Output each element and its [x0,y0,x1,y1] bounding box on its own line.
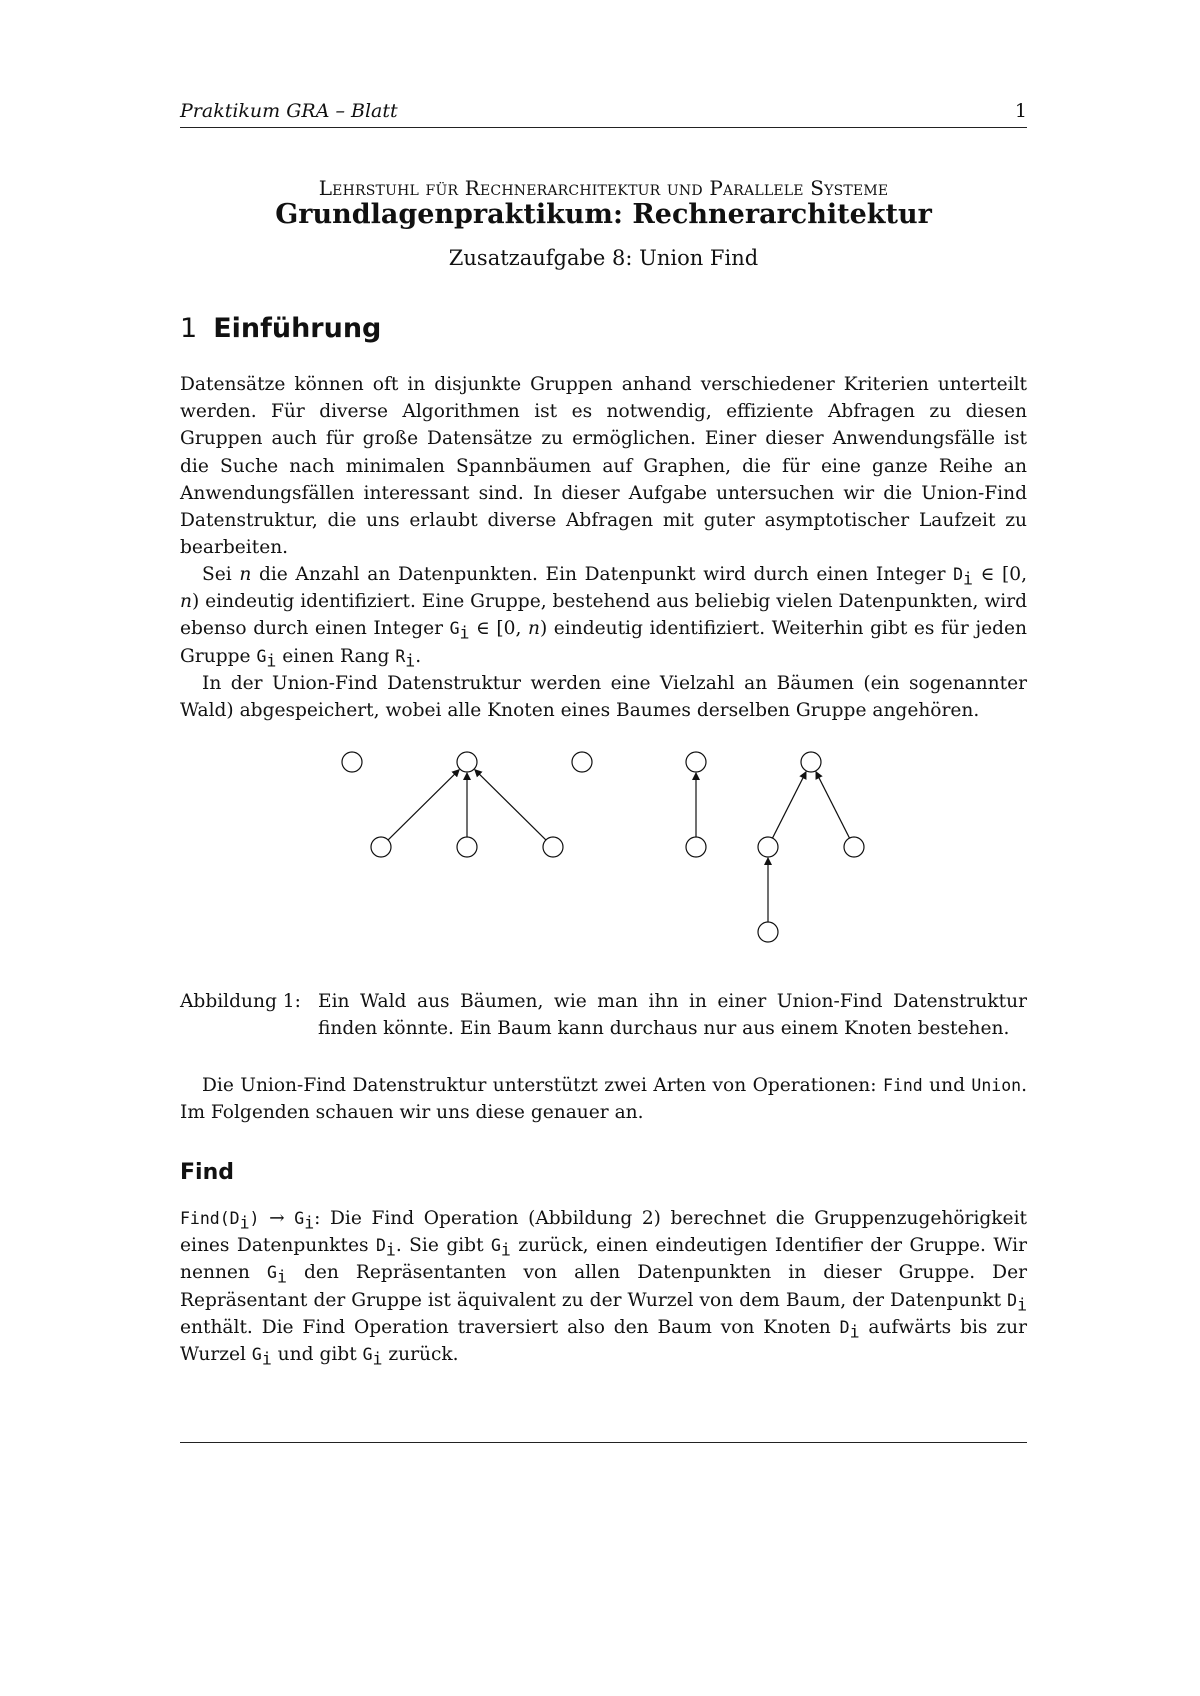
tree-edge [816,772,850,838]
definition-paragraph: Sei n die Anzahl an Datenpunkten. Ein Datenpunkt wird durch einen Integer $D_i$ ∈ [0, n) eindeutig identifiziert. Eine Gruppe, bestehend aus beliebig vielen Datenpunkten, wird ebenso durch einen Integer $G_i$ ∈ [0, n) eindeutig identifiziert. Weiterhin gibt es für jeden Gruppe $G_i$ einen Rang $R_i$. [180,564,1027,671]
tree-node [342,752,362,772]
tree-node [758,922,778,942]
tree-node [457,752,477,772]
find-paragraph: $Find(D_i) \to G_i$: Die Find Operation (Abbildung 2) berechnet die Gruppenzugehörigkeit eines Datenpunktes $D_i$. Sie gibt $G_i$ zurück, einen eindeutigen Identifier der Gruppe. Wir nennen $G_i$ den Repräsentanten von allen Datenpunkten in dieser Gruppe. Der Repräsentant der Gruppe ist äquivalent zu der Wurzel von dem Baum, der Datenpunkt $D_i$ enthält. Die Find Operation traversiert also den Baum von Knoten $D_i$ aufwärts bis zur Wurzel $G_i$ und gibt $G_i$ zurück. [180,1208,1027,1369]
chair-name: Lehrstuhl für Rechnerarchitektur und Parallele Systeme [318,176,889,200]
tree-node [686,837,706,857]
forest-paragraph: In der Union-Find Datenstruktur werden eine Vielzahl an Bäumen (ein sogenannter Wald) abgespeichert, wobei alle Knoten eines Baumes derselben Gruppe angehören. [180,673,1027,722]
tree-edge [475,770,546,840]
union-find-forest-figure [330,740,890,950]
tree-edge [773,772,807,838]
operations-paragraph: Die Union-Find Datenstruktur unterstützt zwei Arten von Operationen: Find und Union. Im Folgenden schauen wir uns diese genauer an. [180,1075,1027,1124]
intro-paragraph: Datensätze können oft in disjunkte Gruppen anhand verschiedener Kriterien unterteilt werden. Für diverse Algorithmen ist es notwendig, effiziente Abfragen zu diesen Gruppen auch für große Datensätze zu ermöglichen. Einer dieser Anwendungsfälle ist die Suche nach minimalen Spannbäumen auf Graphen, die für eine ganze Reihe an Anwendungsfällen interessant sind. In dieser Aufgabe untersuchen wir die Union-Find Datenstruktur, die uns erlaubt diverse Abfragen mit guter asymptotischer Laufzeit zu bearbeiten. [180,374,1027,559]
tree-node [801,752,821,772]
tree-node [844,837,864,857]
subsection-heading-find: Find [180,1160,234,1185]
running-title: Praktikum GRA – Blatt [180,100,398,122]
tree-node [758,837,778,857]
tree-node [457,837,477,857]
subtitle: Zusatzaufgabe 8: Union Find [448,246,759,270]
tree-node [371,837,391,857]
section-heading-introduction [180,313,381,344]
section-title: Einführung [213,313,382,344]
header-rule [180,127,1027,128]
tree-node [572,752,592,772]
main-title: Grundlagenpraktikum: Rechnerarchitektur [275,199,932,230]
caption-text: Ein Wald aus Bäumen, wie man ihn in einer Union-Find Datenstruktur finden könnte. Ein Baum kann durchaus nur aus einem Knoten bestehen. [318,991,1027,1040]
tree-node [686,752,706,772]
page-number: 1 [1014,100,1027,122]
running-header [180,100,1027,122]
tree-edge [388,770,459,840]
caption-label: Abbildung 1: [180,991,301,1012]
footer-rule [180,1442,1027,1443]
tree-node [543,837,563,857]
section-number: 1 [180,313,198,344]
figure-caption [180,988,1027,1042]
